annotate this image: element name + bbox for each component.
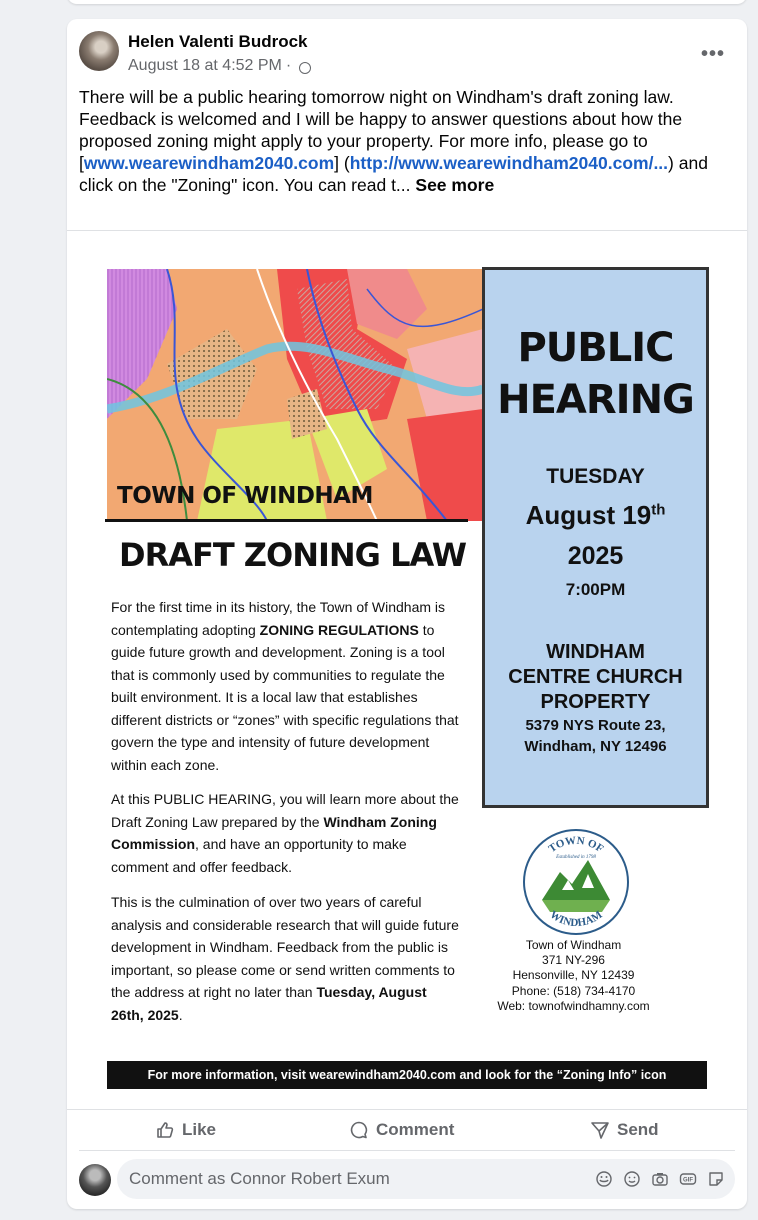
camera-icon[interactable] xyxy=(651,1170,669,1188)
address-line-1: 5379 NYS Route 23, xyxy=(525,717,666,734)
flyer-rule xyxy=(105,519,468,522)
comment-input[interactable] xyxy=(117,1159,735,1199)
address-line-2: Windham, NY 12496 xyxy=(524,738,667,755)
venue-line-2: CENTRE CHURCH xyxy=(508,666,683,688)
logo-top-text: TOWN OF xyxy=(546,834,606,856)
hearing-year: 2025 xyxy=(567,542,624,570)
hearing-day: TUESDAY xyxy=(546,465,645,488)
send-button[interactable] xyxy=(590,1110,659,1150)
meta-separator: · xyxy=(285,57,292,74)
hearing-venue xyxy=(485,640,706,715)
p3-text-a: This is the culmination of over two years of careful analysis and considerable research that will guide future development in Windham. Feedback from the public is important, so please come or send written comments to the address at right no later than xyxy=(111,894,459,1000)
comment-label: Comment xyxy=(376,1120,455,1139)
town-logo xyxy=(522,828,630,936)
svg-text:GIF: GIF xyxy=(683,1177,693,1184)
flyer-title: DRAFT ZONING LAW xyxy=(119,536,467,574)
post-text-3: ) and click on the "Zoning" icon. You can read t... xyxy=(79,153,708,195)
venue-line-3: PROPERTY xyxy=(540,691,651,713)
hearing-time: 7:00PM xyxy=(565,580,626,599)
hearing-date xyxy=(485,500,706,531)
post-meta xyxy=(128,57,311,75)
globe-icon xyxy=(299,62,311,74)
p2-text-c: , and have an opportunity to make comment and offer feedback. xyxy=(111,836,407,875)
comment-icon xyxy=(349,1120,369,1140)
contact-phone: Phone: (518) 734-4170 xyxy=(511,983,636,998)
comment-composer xyxy=(79,1159,735,1201)
p3-text-c: . xyxy=(178,1006,183,1023)
like-label: Like xyxy=(182,1120,217,1139)
contact-web: Web: townofwindhamny.com xyxy=(497,998,650,1013)
flyer-paragraph-3 xyxy=(111,891,463,1026)
post-actions xyxy=(67,1110,747,1150)
previous-post-card xyxy=(67,0,747,4)
gif-icon[interactable] xyxy=(679,1170,697,1188)
hearing-heading-line-2: HEARING xyxy=(497,377,694,423)
contact-name: Town of Windham xyxy=(525,938,622,952)
town-contact xyxy=(477,938,670,1014)
send-icon xyxy=(590,1120,610,1140)
hearing-address xyxy=(485,715,706,757)
author-avatar[interactable] xyxy=(79,31,119,71)
post-timestamp[interactable]: August 18 at 4:52 PM xyxy=(128,57,282,74)
send-label: Send xyxy=(617,1120,659,1139)
venue-line-1: WINDHAM xyxy=(546,641,645,663)
flyer-paragraph-1 xyxy=(111,596,463,776)
flyer-image[interactable] xyxy=(67,231,747,1107)
post-body xyxy=(79,86,739,196)
comment-tools xyxy=(595,1170,725,1188)
link-website[interactable]: www.wearewindham2040.com xyxy=(83,153,335,173)
p3-text-bold: Tuesday, August 26th, 2025 xyxy=(111,984,427,1023)
hearing-info-box xyxy=(482,267,709,808)
comment-placeholder: Comment as Connor Robert Exum xyxy=(129,1169,390,1188)
link-website-full[interactable]: http://www.wearewindham2040.com/... xyxy=(349,153,669,173)
hearing-heading xyxy=(485,322,706,426)
avatar-icon[interactable] xyxy=(79,1164,111,1196)
logo-bottom-text: WINDHAM xyxy=(547,908,605,930)
post-text-2: ] ( xyxy=(334,153,350,173)
flyer-paragraph-2 xyxy=(111,788,463,878)
hearing-date-suffix: th xyxy=(651,501,666,519)
contact-street: 371 NY-296 xyxy=(542,953,605,968)
p1-text-c: to guide future growth and development. Zoning is a tool that is commonly used by communities to regulate the built environment. It is a local law that establishes different districts or “zones” with specific regulations that govern the type and intensity of future development within each zone. xyxy=(111,621,459,773)
comment-button[interactable] xyxy=(349,1110,454,1150)
post-card xyxy=(67,19,747,1209)
flyer-footer-bar: For more information, visit wearewindham2040.com and look for the “Zoning Info” icon xyxy=(107,1061,707,1089)
like-icon xyxy=(155,1120,175,1140)
divider xyxy=(79,1150,735,1151)
post-text-1: There will be a public hearing tomorrow night on Windham's draft zoning law. Feedback is welcomed and I will be happy to answer questions about how the proposed zoning might apply to your property. For more info, please go to [ xyxy=(79,87,683,173)
sticker-icon[interactable] xyxy=(707,1170,725,1188)
emoji-icon[interactable] xyxy=(595,1170,613,1188)
post-header xyxy=(79,31,729,75)
like-button[interactable] xyxy=(155,1110,216,1150)
p1-text-bold: ZONING REGULATIONS xyxy=(259,621,419,638)
p2-text-bold: Windham Zoning Commission xyxy=(111,813,437,852)
flyer-town-heading: TOWN OF WINDHAM xyxy=(117,483,373,509)
contact-city: Hensonville, NY 12439 xyxy=(512,968,635,983)
author-name[interactable]: Helen Valenti Budrock xyxy=(128,32,308,51)
see-more-link[interactable]: See more xyxy=(415,175,495,195)
smiley-icon[interactable] xyxy=(623,1170,641,1188)
hearing-heading-line-1: PUBLIC xyxy=(517,325,674,371)
hearing-date-text: August 19 xyxy=(525,500,652,530)
p2-text-a: At this PUBLIC HEARING, you will learn more about the Draft Zoning Law prepared by the xyxy=(111,791,459,830)
logo-established-text: Established in 1798 xyxy=(556,855,596,860)
p1-text-a: For the first time in its history, the Town of Windham is contemplating adopting xyxy=(111,599,446,638)
more-options-button[interactable]: ••• xyxy=(700,43,725,65)
